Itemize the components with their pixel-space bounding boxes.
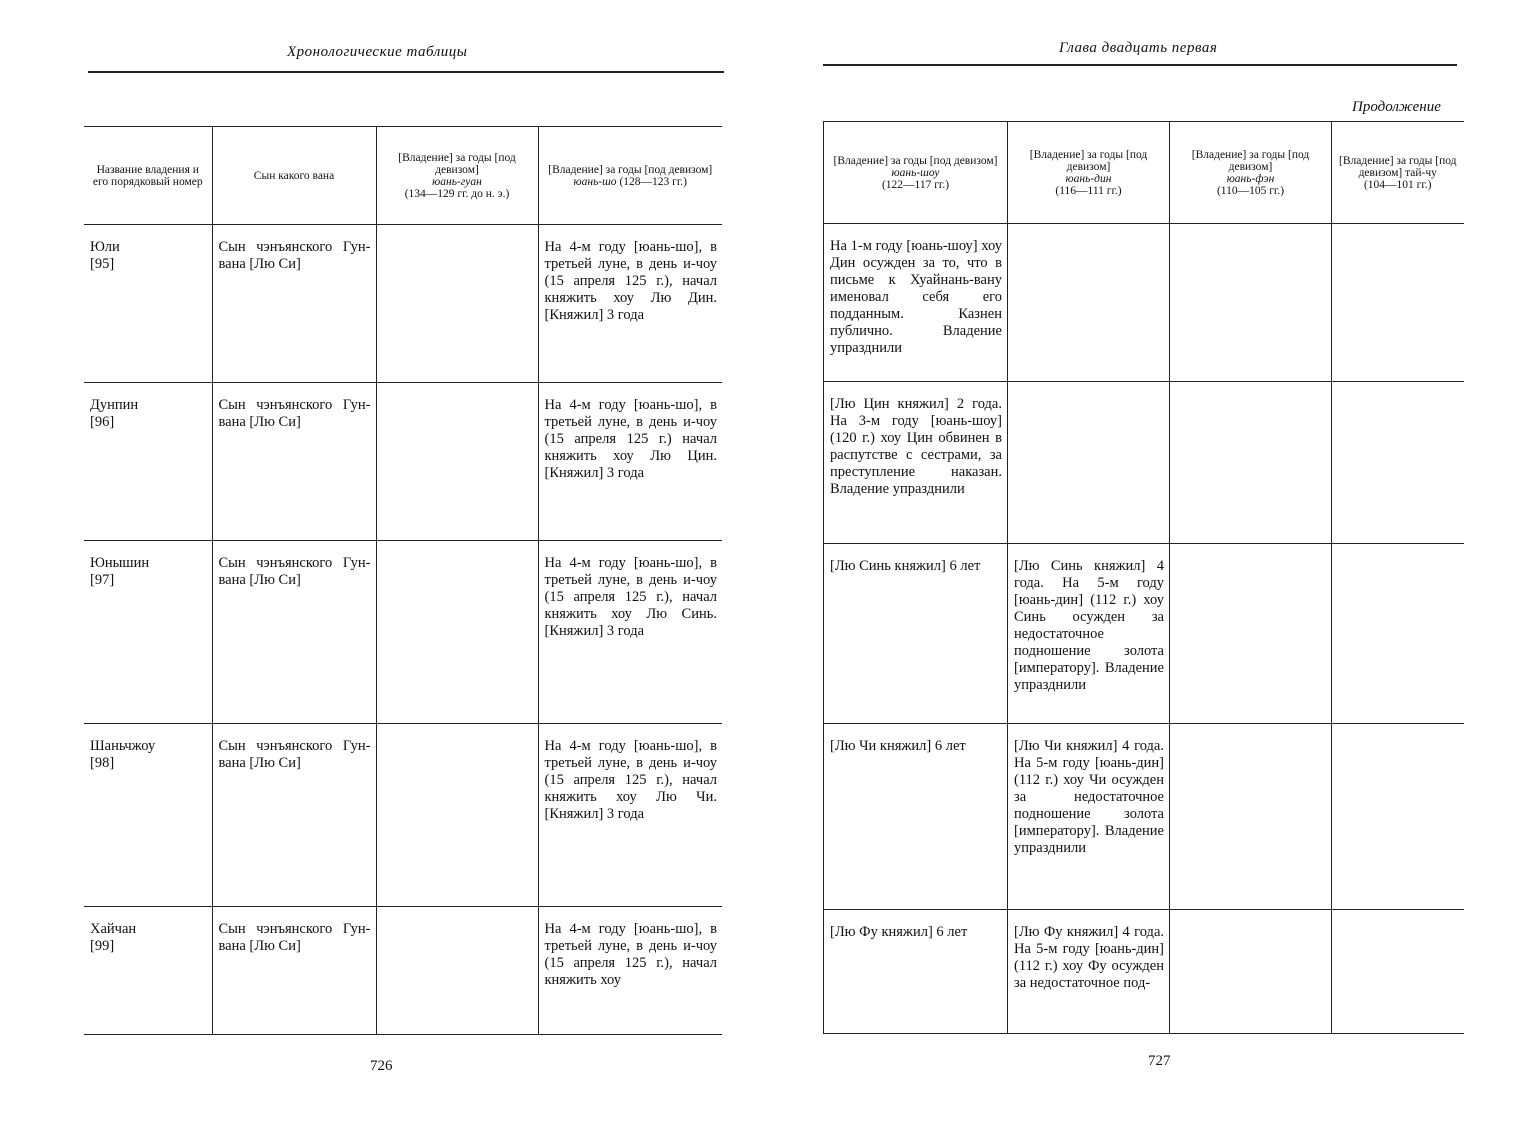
period-cell: На 4-м году [юань-шо], в третьей луне, в день и-чоу (15 апреля 125 г.) начал княжить хоу Лю Цин. [Княжил] 3 года	[538, 383, 722, 541]
table-row	[824, 724, 1464, 910]
possession-name: Дунпин [96]	[84, 383, 212, 541]
chronological-table	[84, 126, 722, 1035]
father-cell: Сын чэнъянского Гун-вана [Лю Си]	[212, 225, 376, 383]
head-rule	[823, 64, 1457, 66]
period-cell: [Лю Синь княжил] 6 лет	[824, 544, 1008, 724]
right-page	[761, 0, 1522, 1138]
table-row	[824, 544, 1464, 724]
running-head: Глава двадцать первая	[1059, 40, 1218, 56]
possession-name: Юнышин [97]	[84, 541, 212, 724]
period-cell: [Лю Синь княжил] 4 года. На 5-м году [юань-дин] (112 г.) хоу Синь осужден за недостаточное подношение золота [императору]. Владение упразднили	[1008, 544, 1170, 724]
period-cell	[1170, 910, 1332, 1034]
period-cell: [Лю Чи княжил] 6 лет	[824, 724, 1008, 910]
table-row	[84, 541, 722, 724]
period-cell	[1332, 910, 1464, 1034]
period-cell	[1170, 544, 1332, 724]
period-cell: На 1-м году [юань-шоу] хоу Дин осужден за то, что в письме к Хуайнань-вану именовал себя его подданным. Казнен публично. Владение упразднили	[824, 224, 1008, 382]
period-cell	[1332, 544, 1464, 724]
header-cell: [Владение] за годы [под девизом] юань-гуан (134—129 гг. до н. э.)	[376, 127, 538, 225]
father-cell: Сын чэнъянского Гун-вана [Лю Си]	[212, 724, 376, 907]
period-cell: [Лю Цин княжил] 2 года. На 3-м году [юань-шоу] (120 г.) хоу Цин обвинен в распутстве с сестрами, за преступление наказан. Владение упразднили	[824, 382, 1008, 544]
period-cell	[1332, 382, 1464, 544]
header-cell: Сын какого вана	[212, 127, 376, 225]
possession-name: Хайчан [99]	[84, 907, 212, 1035]
period-cell	[376, 907, 538, 1035]
header-cell: [Владение] за годы [под девизом] юань-шоу (122—117 гг.)	[824, 122, 1008, 224]
period-cell: На 4-м году [юань-шо], в третьей луне, в день и-чоу (15 апреля 125 г.), начал княжить хоу Лю Чи. [Княжил] 3 года	[538, 724, 722, 907]
period-cell	[376, 225, 538, 383]
period-cell: [Лю Фу княжил] 4 года. На 5-м году [юань-дин] (112 г.) хоу Фу осужден за недостаточное под-	[1008, 910, 1170, 1034]
period-cell	[1008, 224, 1170, 382]
period-cell	[1008, 382, 1170, 544]
table-row	[84, 383, 722, 541]
continuation-label: Продолжение	[1352, 99, 1441, 115]
period-cell	[1332, 224, 1464, 382]
period-cell	[376, 541, 538, 724]
page-number: 727	[1148, 1053, 1171, 1069]
header-cell: [Владение] за годы [под девизом] тай-чу (104—101 гг.)	[1332, 122, 1464, 224]
period-cell	[376, 383, 538, 541]
period-cell	[1332, 724, 1464, 910]
chronological-table	[823, 121, 1464, 1034]
table-row	[824, 382, 1464, 544]
period-cell: [Лю Фу княжил] 6 лет	[824, 910, 1008, 1034]
period-cell	[1170, 224, 1332, 382]
father-cell: Сын чэнъянского Гун-вана [Лю Си]	[212, 383, 376, 541]
table-header-row	[824, 122, 1464, 224]
header-cell: [Владение] за годы [под девизом] юань-шо (128—123 гг.)	[538, 127, 722, 225]
father-cell: Сын чэнъянского Гун-вана [Лю Си]	[212, 541, 376, 724]
running-head: Хронологические таблицы	[287, 44, 468, 60]
header-cell: [Владение] за годы [под девизом] юань-дин (116—111 гг.)	[1008, 122, 1170, 224]
page-number: 726	[370, 1058, 393, 1074]
table-row	[84, 225, 722, 383]
period-cell: [Лю Чи княжил] 4 года. На 5-м году [юань-дин] (112 г.) хоу Чи осужден за недостаточное подношение золота [императору]. Владение упразднили	[1008, 724, 1170, 910]
table-row	[84, 907, 722, 1035]
period-cell: На 4-м году [юань-шо], в третьей луне, в день и-чоу (15 апреля 125 г.), начал княжить хоу Лю Дин. [Княжил] 3 года	[538, 225, 722, 383]
header-cell: [Владение] за годы [под девизом] юань-фэн (110—105 гг.)	[1170, 122, 1332, 224]
period-cell: На 4-м году [юань-шо], в третьей луне, в день и-чоу (15 апреля 125 г.), начал княжить хоу Лю Синь. [Княжил] 3 года	[538, 541, 722, 724]
table-row	[824, 224, 1464, 382]
head-rule	[88, 71, 724, 73]
table-row	[84, 724, 722, 907]
table-header-row	[84, 127, 722, 225]
header-cell: Название владения и его порядковый номер	[84, 127, 212, 225]
period-cell: На 4-м году [юань-шо], в третьей луне, в день и-чоу (15 апреля 125 г.), начал княжить хоу	[538, 907, 722, 1035]
period-cell	[1170, 382, 1332, 544]
period-cell	[376, 724, 538, 907]
father-cell: Сын чэнъянского Гун-вана [Лю Си]	[212, 907, 376, 1035]
table-row	[824, 910, 1464, 1034]
possession-name: Шаньчжоу [98]	[84, 724, 212, 907]
possession-name: Юли [95]	[84, 225, 212, 383]
period-cell	[1170, 724, 1332, 910]
